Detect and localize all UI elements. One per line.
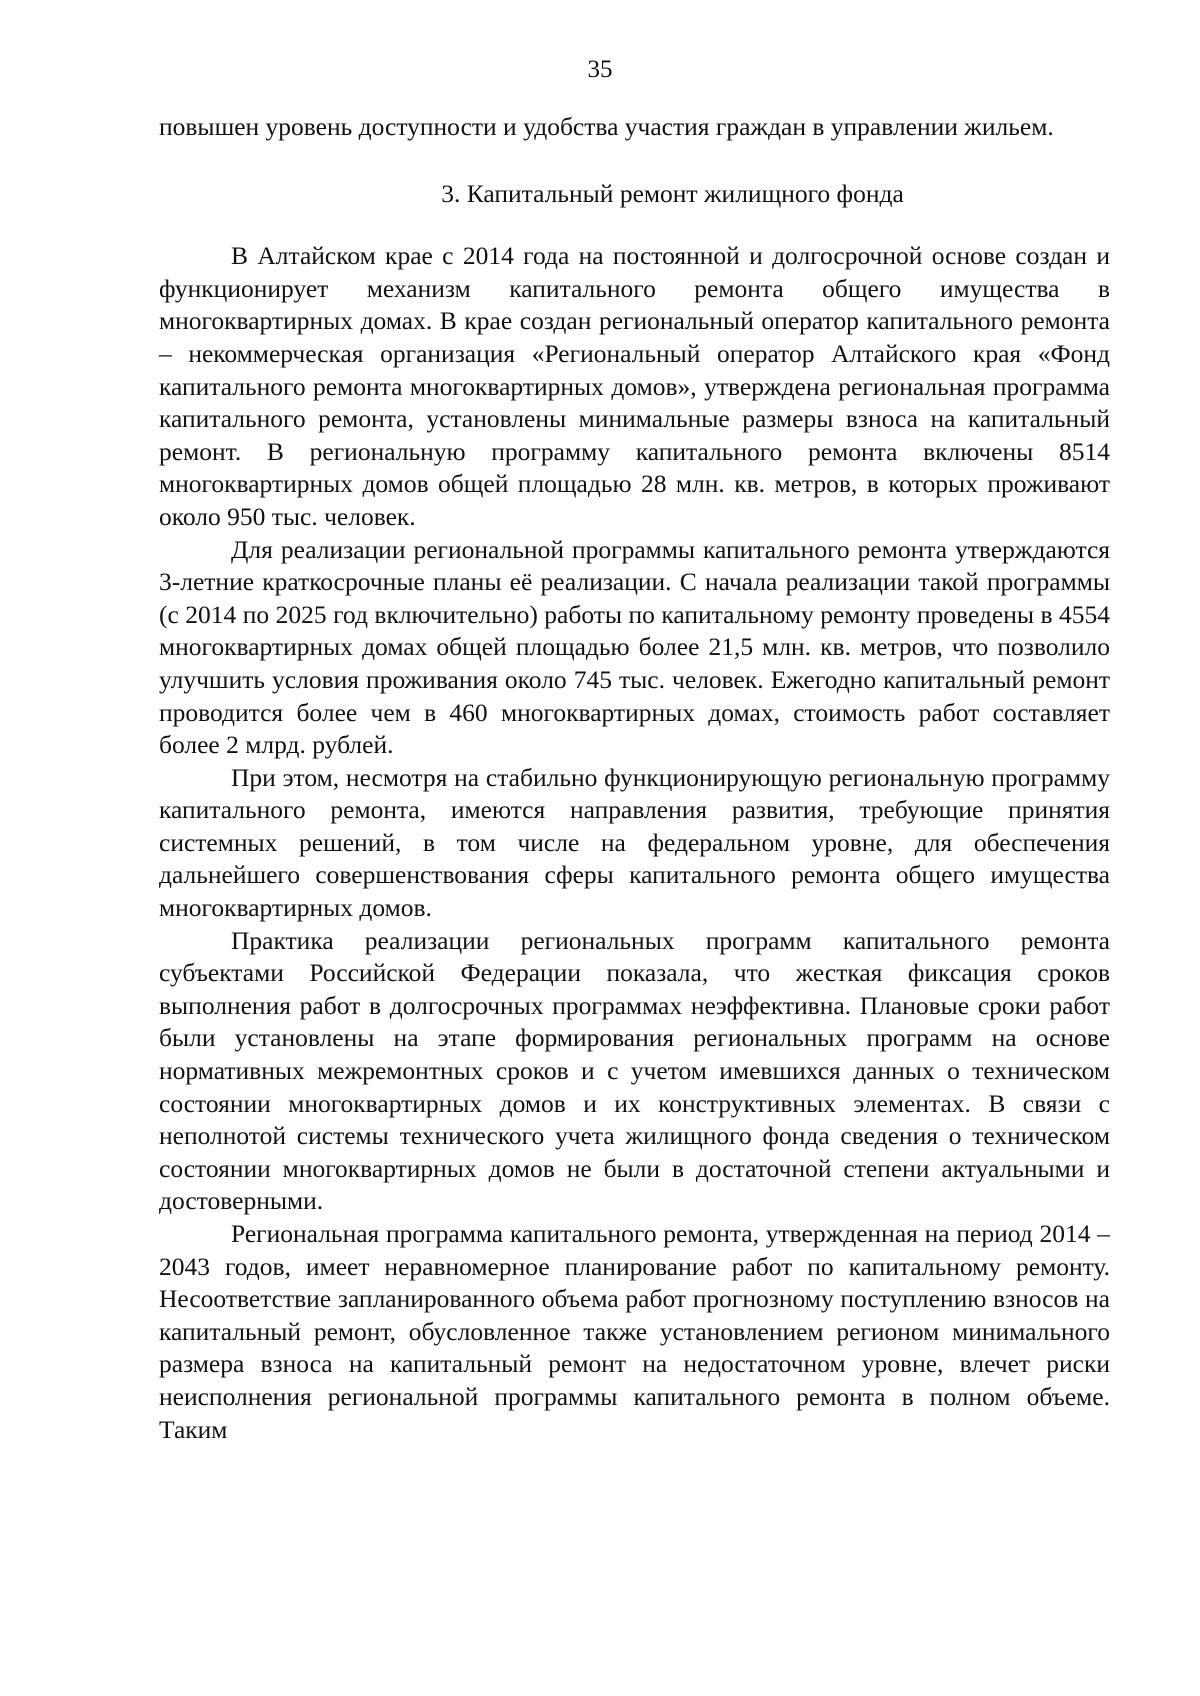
paragraph-practice: Практика реализации региональных программ капитального ремонта субъектами Российской Федерации показала, что жесткая фиксация сроков выполнения работ в долгосрочных программах неэффективна. Плановые сроки работ были установлены на этапе формирования региональных программ на основе нормативных межремонтных сроков и с учетом имевшихся данных о техническом состоянии многоквартирных домов и их конструктивных элементах. В связи с неполнотой системы технического учета жилищного фонда сведения о техническом состоянии многоквартирных домов не были в достаточной степени актуальными и достоверными. (159, 925, 1110, 1216)
section-heading: 3. Капитальный ремонт жилищного фонда (441, 178, 904, 208)
paragraph-implementation: Для реализации региональной программы капитального ремонта утверждаются 3-летние краткосрочные планы её реализации. С начала реализации такой программы (с 2014 по 2025 год включительно) работы по капитальному ремонту проведены в 4554 многоквартирных домах общей площадью более 21,5 млн. кв. метров, что позволило улучшить условия проживания около 745 тыс. человек. Ежегодно капитальный ремонт проводится более чем в 460 многоквартирных домах, стоимость работ составляет более 2 млрд. рублей. (159, 534, 1110, 760)
paragraph-regional-program: Региональная программа капитального ремонта, утвержденная на период 2014 – 2043 годов, имеет неравномерное планирование работ по капитальному ремонту. Несоответствие запланированного объема работ прогнозному поступлению взносов на капитальный ремонт, обусловленное также установлением регионом минимального размера взноса на капитальный ремонт на недостаточном уровне, влечет риски неисполнения региональной программы капитального ремонта в полном объеме. Таким (159, 1219, 1110, 1444)
page-number: 35 (587, 56, 613, 83)
paragraph-mechanism: В Алтайском крае с 2014 года на постоянной и долгосрочной основе создан и функционирует механизм капитального ремонта общего имущества в многоквартирных домах. В крае создан региональный оператор капитального ремонта – некоммерческая организация «Региональный оператор Алтайского края «Фонд капитального ремонта многоквартирных домов», утверждена региональная программа капитального ремонта, установлены минимальные размеры взноса на капитальный ремонт. В региональную программу капитального ремонта включены 8514 многоквартирных домов общей площадью 28 млн. кв. метров, в которых проживают около 950 тыс. человек. (159, 241, 1110, 531)
intro-paragraph: повышен уровень доступности и удобства участия граждан в управлении жильем. (159, 112, 1054, 141)
paragraph-development: При этом, несмотря на стабильно функционирующую региональную программу капитального ремонта, имеются направления развития, требующие принятия системных решений, в том числе на федеральном уровне, для обеспечения дальнейшего совершенствования сферы капитального ремонта общего имущества многоквартирных домов. (159, 762, 1110, 923)
document-body (159, 111, 1110, 1446)
